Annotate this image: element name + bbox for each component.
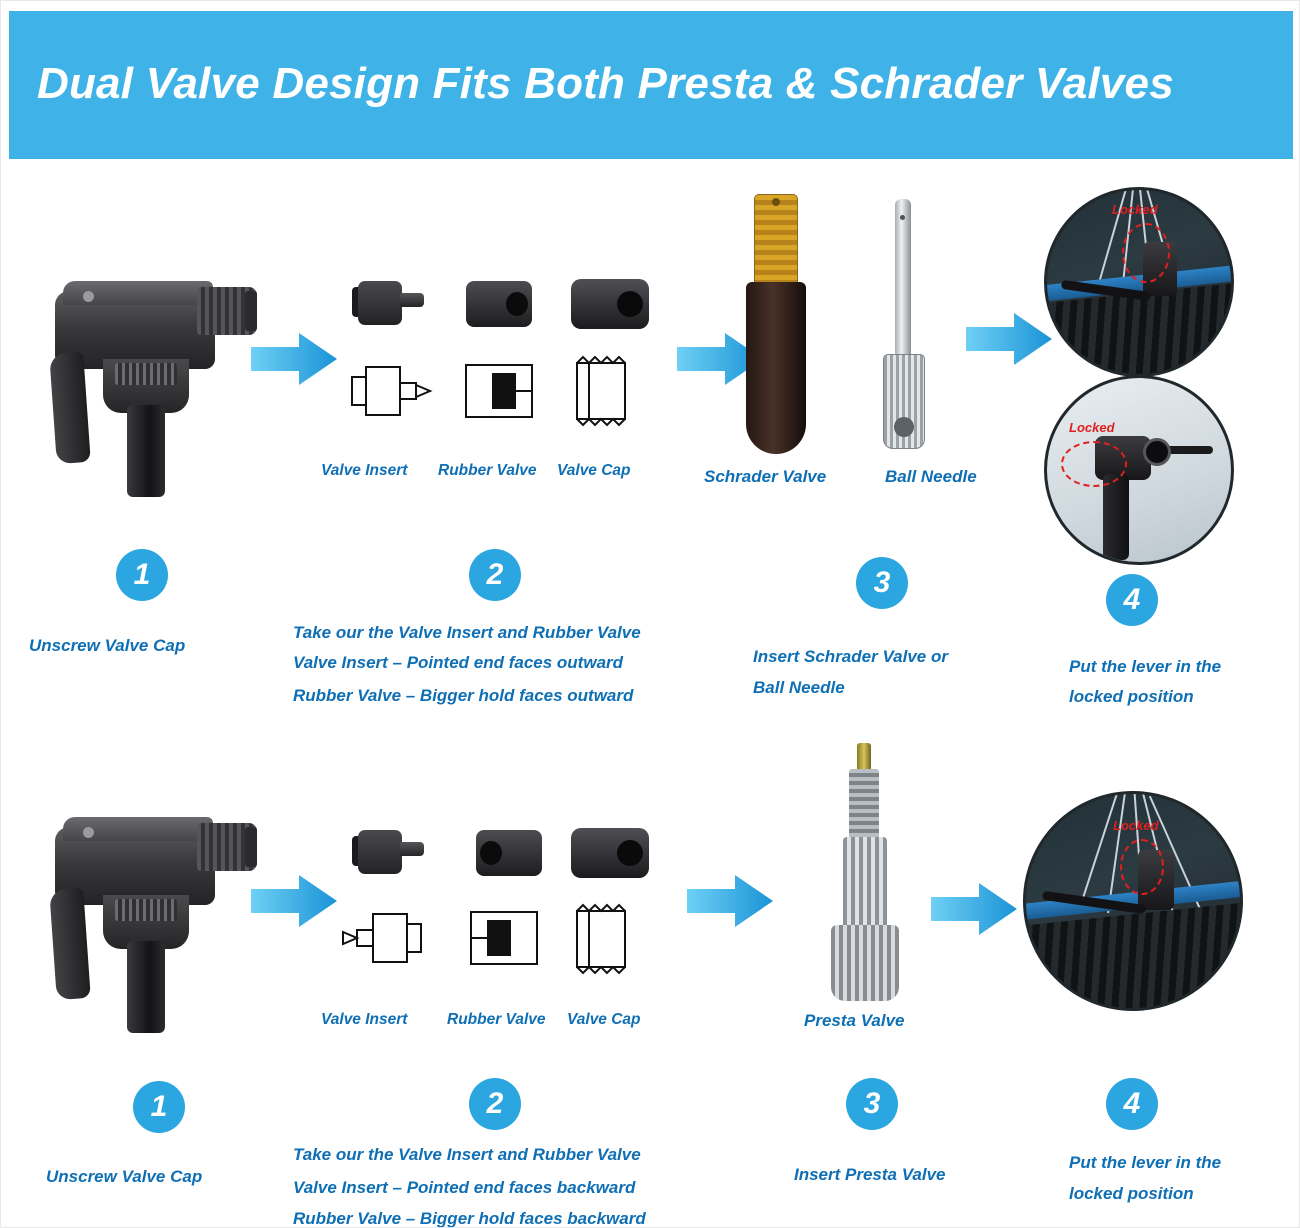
label-ball-needle: Ball Needle [885, 467, 977, 486]
label-schrader-valve: Schrader Valve [704, 467, 827, 486]
pump-neck-ridges [115, 363, 177, 385]
pump-pivot-dot [83, 291, 94, 302]
page-title: Dual Valve Design Fits Both Presta & Schrader Valves [37, 59, 1174, 108]
label-valve-insert-schrader: Valve Insert [321, 462, 408, 479]
valve-insert-drawing-presta [337, 906, 429, 972]
step-text-2-presta-line2: Valve Insert – Pointed end faces backward [293, 1178, 636, 1197]
step-number-1-presta: 1 [133, 1081, 185, 1133]
hose-in-photo-2 [1103, 474, 1129, 560]
step-text-3-presta: Insert Presta Valve [794, 1165, 946, 1184]
lever-pivot-in-photo [1143, 438, 1171, 466]
pump-hose [127, 405, 165, 497]
valve-cap-photo-schrader [567, 273, 653, 335]
presta-valve-photo [819, 743, 911, 1001]
step-text-2-presta-line3: Rubber Valve – Bigger hold faces backward [293, 1209, 646, 1228]
rubber-valve-drawing-presta [467, 906, 541, 972]
rubber-valve-photo-schrader [462, 275, 536, 333]
arrow-icon-5 [687, 873, 773, 929]
pump-pivot-dot [83, 827, 94, 838]
step-number-4-schrader: 4 [1106, 574, 1158, 626]
arrow-icon-3 [966, 311, 1052, 367]
step-number-3-presta: 3 [846, 1078, 898, 1130]
rubber-valve-photo-presta [472, 824, 546, 882]
locked-highlight-3 [1120, 839, 1164, 895]
step-text-1-presta: Unscrew Valve Cap [46, 1167, 203, 1186]
step-number-4-presta: 4 [1106, 1078, 1158, 1130]
locked-highlight-2 [1061, 441, 1127, 487]
step-text-2-schrader-line3: Rubber Valve – Bigger hold faces outward [293, 686, 634, 705]
header-banner [9, 11, 1293, 159]
step-text-2-schrader-line1: Take our the Valve Insert and Rubber Valve [293, 623, 641, 642]
step-text-4-schrader-line1: Put the lever in the [1069, 657, 1222, 676]
valve-insert-photo-presta [346, 822, 428, 880]
pump-nozzle-cap [245, 827, 257, 867]
locked-label-3: Locked [1113, 818, 1159, 833]
pump-nozzle-cap [245, 291, 257, 331]
step-text-2-schrader-line2: Valve Insert – Pointed end faces outward [293, 653, 624, 672]
schrader-valve-photo [736, 194, 816, 454]
label-valve-cap-presta: Valve Cap [567, 1011, 641, 1028]
locked-highlight-1 [1122, 223, 1170, 283]
step-text-2-presta-line1: Take our the Valve Insert and Rubber Valve [293, 1145, 641, 1164]
step-text-1-schrader: Unscrew Valve Cap [29, 636, 186, 655]
pump-neck-ridges [115, 899, 177, 921]
step-text-3-schrader-line1: Insert Schrader Valve or [753, 647, 948, 666]
valve-insert-photo-schrader [346, 273, 428, 331]
locked-label-1: Locked [1112, 202, 1158, 217]
pump-head-illustration-presta [47, 769, 257, 1029]
label-rubber-valve-schrader: Rubber Valve [438, 462, 537, 479]
step-number-1-schrader: 1 [116, 549, 168, 601]
step-text-4-presta-line2: locked position [1069, 1184, 1194, 1203]
label-presta-valve: Presta Valve [804, 1011, 905, 1030]
step-text-4-presta-line1: Put the lever in the [1069, 1153, 1222, 1172]
pump-hose [127, 941, 165, 1033]
step-number-2-schrader: 2 [469, 549, 521, 601]
step-text-3-schrader-line2: Ball Needle [753, 678, 845, 697]
label-valve-cap-schrader: Valve Cap [557, 462, 631, 479]
ball-needle-photo [881, 199, 927, 449]
label-valve-insert-presta: Valve Insert [321, 1011, 408, 1028]
valve-cap-photo-presta [567, 822, 653, 884]
arrow-icon-1 [251, 331, 337, 387]
arrow-icon-6 [931, 881, 1017, 937]
step-number-2-presta: 2 [469, 1078, 521, 1130]
valve-cap-drawing-schrader [569, 353, 639, 429]
pump-head-illustration-schrader [47, 233, 257, 493]
step-number-3-schrader: 3 [856, 557, 908, 609]
valve-cap-drawing-presta [569, 901, 639, 977]
arrow-icon-4 [251, 873, 337, 929]
step-text-4-schrader-line2: locked position [1069, 687, 1194, 706]
valve-insert-drawing-schrader [344, 359, 436, 425]
locked-label-2: Locked [1069, 420, 1115, 435]
label-rubber-valve-presta: Rubber Valve [447, 1011, 546, 1028]
rubber-valve-drawing-schrader [462, 359, 536, 425]
